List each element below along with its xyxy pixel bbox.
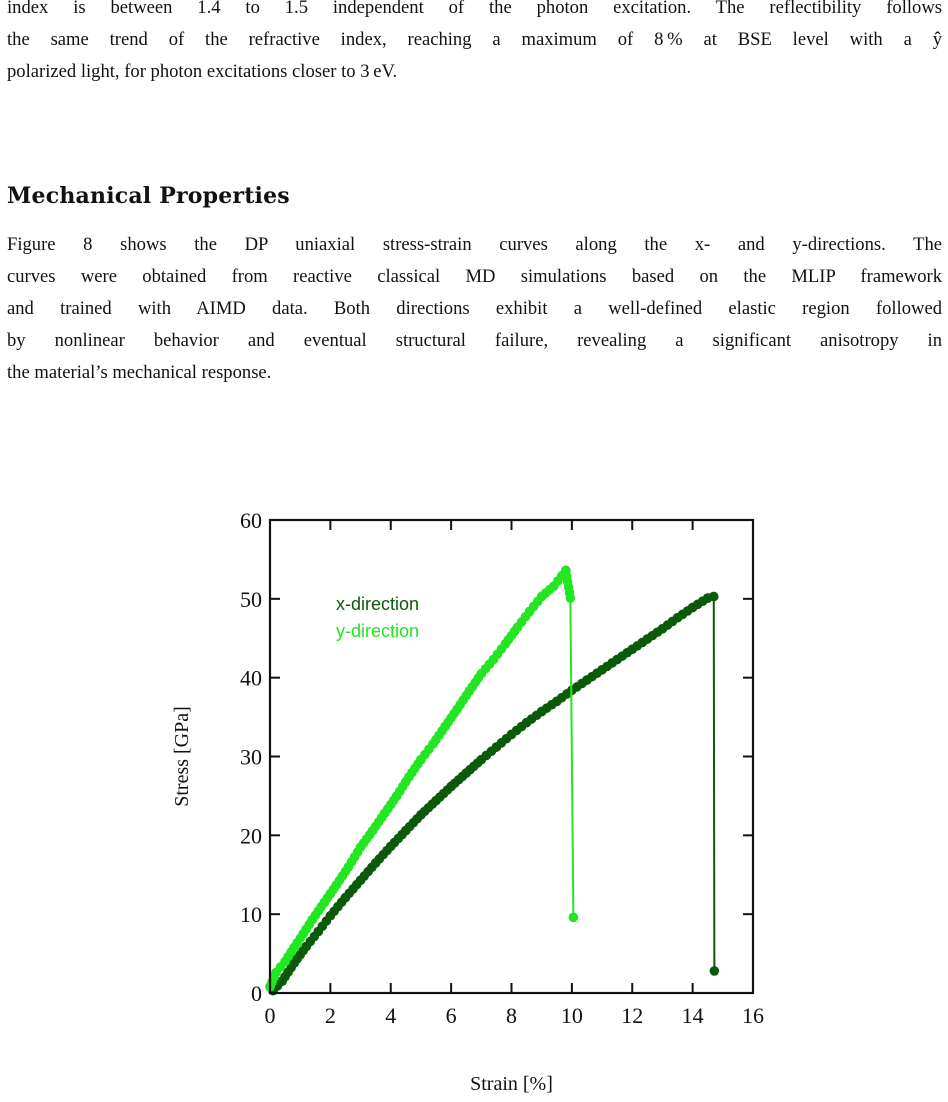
data-point bbox=[401, 826, 411, 836]
data-point bbox=[537, 707, 547, 717]
data-point bbox=[566, 593, 576, 603]
data-point bbox=[688, 603, 698, 613]
body-paragraph-line-4: by nonlinear behavior and eventual structural failure, revealing a significant anisotropy in bbox=[7, 330, 942, 351]
data-point bbox=[464, 686, 474, 696]
data-point bbox=[569, 913, 579, 923]
data-point bbox=[356, 842, 366, 852]
data-point bbox=[416, 755, 426, 765]
data-point bbox=[709, 592, 719, 602]
top-paragraph-line-2: the same trend of the refractive index, reaching a maximum of 8 % at BSE level with a ŷ bbox=[7, 29, 942, 50]
data-point bbox=[627, 644, 637, 654]
y-tick-label: 60 bbox=[240, 508, 262, 533]
data-point bbox=[301, 942, 311, 952]
data-point bbox=[582, 675, 592, 685]
data-point bbox=[332, 880, 342, 890]
legend-y-direction: y-direction bbox=[336, 621, 420, 641]
top-paragraph-line-1: index is between 1.4 to 1.5 independent of the photon excitation. The reflectibility follows bbox=[7, 0, 942, 18]
x-tick-label: 14 bbox=[681, 1003, 704, 1028]
body-paragraph-line-2: curves were obtained from reactive classical MD simulations based on the MLIP framework bbox=[7, 266, 942, 287]
data-point bbox=[380, 808, 390, 818]
data-point bbox=[489, 655, 499, 665]
data-point bbox=[326, 911, 336, 921]
data-point bbox=[344, 862, 354, 872]
body-paragraph-line-1: Figure 8 shows the DP uniaxial stress-strain curves along the x- and y-directions. The bbox=[7, 234, 942, 255]
series-y-direction bbox=[265, 566, 578, 992]
axis-ticks bbox=[270, 520, 753, 993]
x-tick-label: 8 bbox=[506, 1003, 517, 1028]
y-tick-label: 0 bbox=[251, 981, 262, 1006]
data-point bbox=[501, 639, 511, 649]
legend-x-direction: x-direction bbox=[336, 594, 420, 614]
data-point bbox=[440, 722, 450, 732]
data-point bbox=[549, 581, 559, 591]
data-point bbox=[431, 796, 441, 806]
data-point bbox=[513, 622, 523, 632]
data-point bbox=[356, 875, 366, 885]
data-point bbox=[561, 566, 571, 576]
data-point bbox=[289, 942, 299, 952]
tick-labels bbox=[240, 508, 764, 1028]
x-tick-label: 4 bbox=[385, 1003, 397, 1028]
series-line bbox=[270, 570, 573, 986]
plot-area bbox=[265, 566, 719, 996]
data-point bbox=[477, 669, 487, 679]
data-point bbox=[386, 842, 396, 852]
top-paragraph-line-3: polarized light, for photon excitations closer to 3 eV. bbox=[7, 61, 398, 82]
x-tick-label: 0 bbox=[264, 1003, 276, 1028]
data-point bbox=[298, 929, 308, 939]
body-paragraph-line-5: the material’s mechanical response. bbox=[7, 362, 272, 383]
data-point bbox=[271, 968, 281, 978]
data-point bbox=[307, 915, 317, 925]
data-point bbox=[314, 927, 324, 937]
data-point bbox=[428, 739, 438, 749]
data-point bbox=[522, 718, 532, 728]
data-point bbox=[552, 697, 562, 707]
data-point bbox=[643, 634, 653, 644]
data-point bbox=[477, 755, 487, 765]
y-tick-label: 40 bbox=[240, 665, 262, 691]
y-tick-label: 30 bbox=[240, 744, 262, 770]
x-tick-label: 2 bbox=[324, 1003, 336, 1028]
y-tick-label: 50 bbox=[240, 586, 262, 612]
data-point bbox=[461, 768, 471, 778]
x-axis-label: Strain [%] bbox=[470, 1073, 553, 1095]
y-tick-label: 20 bbox=[240, 823, 262, 849]
data-point bbox=[673, 613, 683, 623]
y-tick-label: 10 bbox=[240, 902, 262, 928]
plot-frame bbox=[270, 520, 753, 993]
x-tick-label: 6 bbox=[445, 1003, 457, 1028]
data-point bbox=[507, 730, 517, 740]
data-point bbox=[371, 858, 381, 868]
data-point bbox=[368, 826, 378, 836]
data-point bbox=[341, 893, 351, 903]
x-tick-label: 10 bbox=[560, 1003, 583, 1028]
data-point bbox=[452, 704, 462, 714]
section-heading: Mechanical Properties bbox=[7, 183, 290, 209]
data-point bbox=[320, 898, 330, 908]
data-point bbox=[416, 810, 426, 820]
data-point bbox=[537, 592, 547, 602]
data-point bbox=[280, 957, 290, 967]
body-paragraph-line-3: and trained with AIMD data. Both directions exhibit a well-defined elastic region followed bbox=[7, 298, 942, 319]
data-point bbox=[492, 742, 502, 752]
data-point bbox=[446, 782, 456, 792]
data-point bbox=[597, 665, 607, 675]
x-tick-label: 16 bbox=[742, 1003, 764, 1028]
data-point bbox=[392, 791, 402, 801]
data-point bbox=[525, 607, 535, 617]
data-point bbox=[612, 655, 622, 665]
y-axis-label: Stress [GPa] bbox=[171, 706, 193, 807]
data-point bbox=[710, 966, 720, 976]
data-point bbox=[404, 772, 414, 782]
data-point bbox=[658, 624, 668, 634]
x-tick-label: 12 bbox=[621, 1003, 644, 1028]
